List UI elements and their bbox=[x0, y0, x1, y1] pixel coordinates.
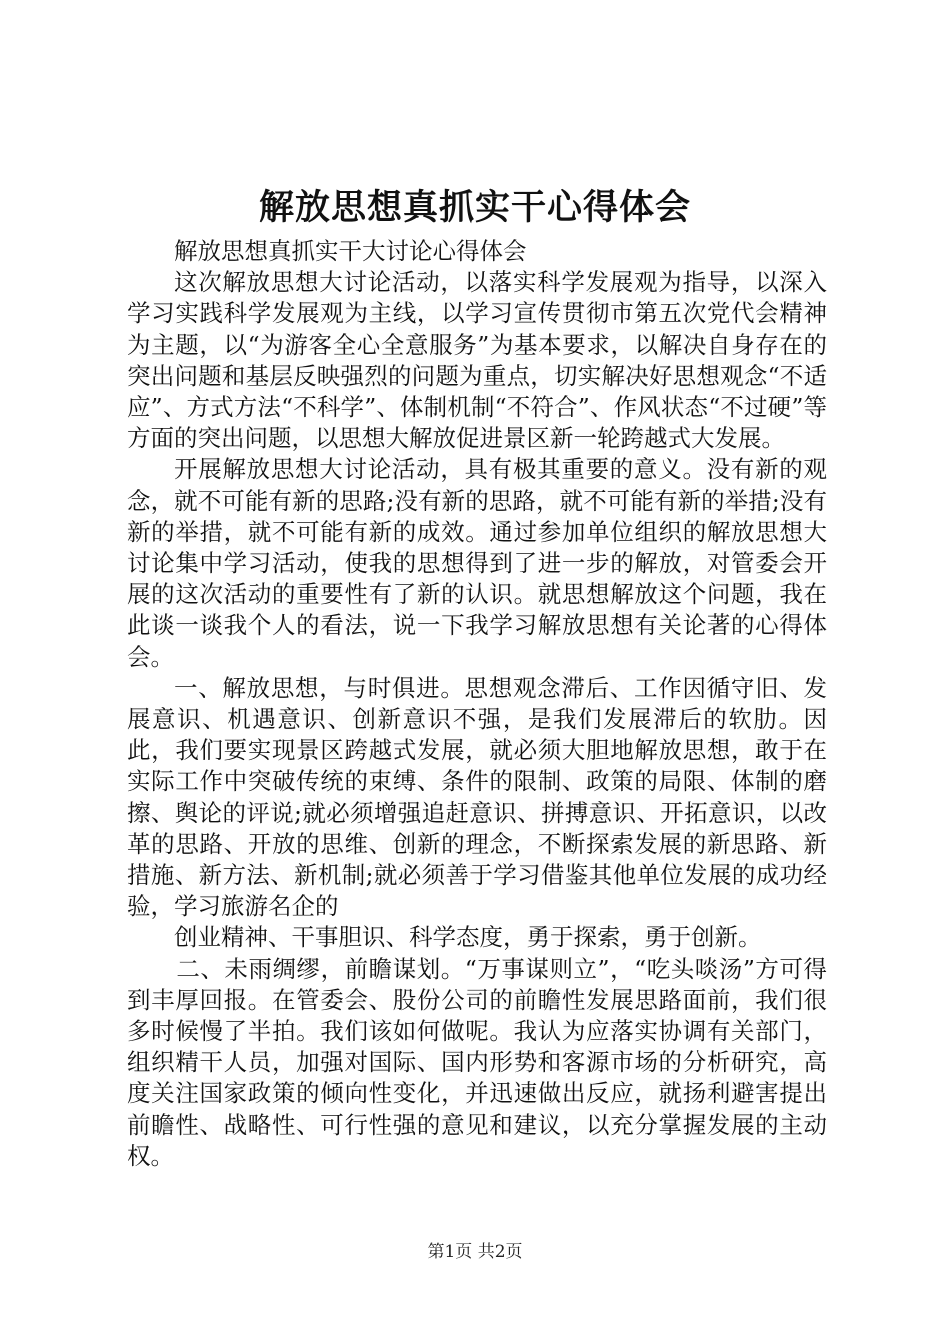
paragraph-2: 开展解放思想大讨论活动，具有极其重要的意义。没有新的观念，就不可能有新的思路;没有新的思路，就不可能有新的举措;没有新的举措，就不可能有新的成效。通过参加单位组织的解放思想大讨论集中学习活动，使我的思想得到了进一步的解放，对管委会开展的这次活动的重要性有了新的认识。就思想解放这个问题，我在此谈一谈我个人的看法，说一下我学习解放思想有关论著的心得体会。 bbox=[127, 455, 827, 671]
document-title: 解放思想真抓实干心得体会 bbox=[258, 187, 691, 228]
paragraph-3: 一、解放思想，与时俱进。思想观念滞后、工作因循守旧、发展意识、机遇意识、创新意识不强，是我们发展滞后的软肋。因此，我们要实现景区跨越式发展，就必须大胆地解放思想，敢于在实际工作中突破传统的束缚、条件的限制、政策的局限、体制的磨擦、舆论的评说;就必须增强追赶意识、拼搏意识、开拓意识，以改革的思路、开放的思维、创新的理念，不断探索发展的新思路、新措施、新方法、新机制;就必须善于学习借鉴其他单位发展的成功经验，学习旅游名企的 bbox=[127, 673, 827, 921]
paragraph-1: 这次解放思想大讨论活动，以落实科学发展观为指导，以深入学习实践科学发展观为主线，以学习宣传贯彻市第五次党代会精神为主题，以“为游客全心全意服务”为基本要求，以解决自身存在的突出问题和基层反映强烈的问题为重点，切实解决好思想观念“不适应”、方式方法“不科学”、体制机制“不符合”、作风状态“不过硬”等方面的突出问题，以思想大解放促进景区新一轮跨越式大发展。 bbox=[127, 268, 827, 453]
paragraph-5: 二、未雨绸缪，前瞻谋划。“万事谋则立”，“吃头啖汤”方可得到丰厚回报。在管委会、股份公司的前瞻性发展思路面前，我们很多时候慢了半拍。我们该如何做呢。我认为应落实协调有关部门，组织精干人员，加强对国际、国内形势和客源市场的分析研究，高度关注国家政策的倾向性变化，并迅速做出反应，就扬利避害提出前瞻性、战略性、可行性强的意见和建议，以充分掌握发展的主动权。 bbox=[127, 954, 827, 1170]
document-body bbox=[127, 236, 827, 1172]
document-subtitle: 解放思想真抓实干大讨论心得体会 bbox=[174, 237, 527, 265]
page-footer: 第1页 共2页 bbox=[427, 1242, 523, 1262]
paragraph-4: 创业精神、干事胆识、科学态度，勇于探索，勇于创新。 bbox=[174, 923, 762, 952]
